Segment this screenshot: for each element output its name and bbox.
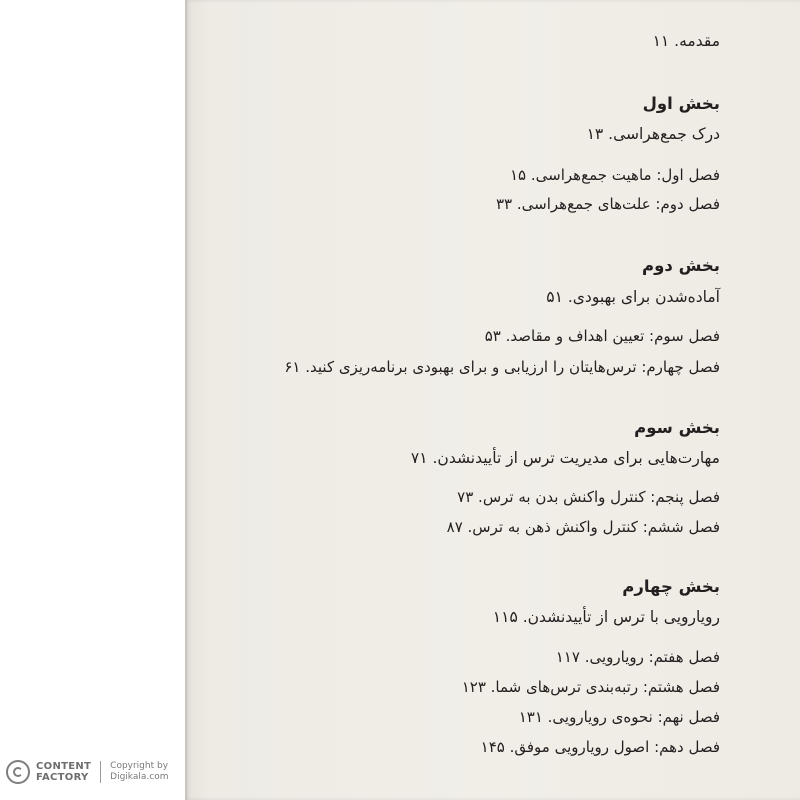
watermark-brand-line2: FACTORY: [36, 772, 89, 783]
page-edge: [185, 0, 187, 800]
chapter-6: فصل ششم: کنترل واکنش ذهن به ترس. ۸۷: [446, 518, 720, 536]
chapter-1: فصل اول: ماهیت جمع‌هراسی. ۱۵: [510, 166, 720, 184]
chapter-7: فصل هفتم: رویارویی. ۱۱۷: [555, 648, 720, 666]
part-4-title: بخش چهارم: [622, 577, 720, 596]
part-4-subtitle: رویارویی با ترس از تأییدنشدن. ۱۱۵: [492, 608, 720, 626]
watermark-brand-line1: CONTENT: [36, 761, 92, 772]
part-3-title: بخش سوم: [634, 418, 720, 437]
watermark-brand: [36, 761, 91, 783]
chapter-3: فصل سوم: تعیین اهداف و مقاصد. ۵۳: [484, 327, 720, 345]
watermark-copyright-line1: Copyright by: [110, 761, 169, 771]
chapter-5: فصل پنجم: کنترل واکنش بدن به ترس. ۷۳: [457, 488, 720, 506]
chapter-9: فصل نهم: نحوه‌ی رویارویی. ۱۳۱: [518, 708, 720, 726]
chapter-10: فصل دهم: اصول رویارویی موفق. ۱۴۵: [480, 738, 720, 756]
toc-intro: مقدمه. ۱۱: [652, 32, 720, 50]
chapter-2: فصل دوم: علت‌های جمع‌هراسی. ۳۳: [496, 195, 720, 213]
chapter-4: فصل چهارم: ترس‌هایتان را ارزیابی و برای بهبودی برنامه‌ریزی کنید. ۶۱: [284, 358, 720, 376]
part-3-subtitle: مهارت‌هایی برای مدیریت ترس از تأییدنشدن. ۷۱: [410, 449, 720, 467]
part-2-title: بخش دوم: [642, 256, 720, 275]
watermark: [6, 760, 168, 784]
part-1-subtitle: درک جمع‌هراسی. ۱۳: [586, 125, 720, 143]
watermark-divider: [100, 761, 101, 783]
chapter-8: فصل هشتم: رتبه‌بندی ترس‌های شما. ۱۲۳: [461, 678, 720, 696]
part-1-title: بخش اول: [642, 94, 720, 113]
part-2-subtitle: آماده‌شدن برای بهبودی. ۵۱: [546, 288, 720, 306]
watermark-copyright-line2: Digikala.com: [110, 772, 169, 782]
content-factory-logo-icon: [6, 760, 30, 784]
watermark-copyright: [110, 761, 168, 783]
